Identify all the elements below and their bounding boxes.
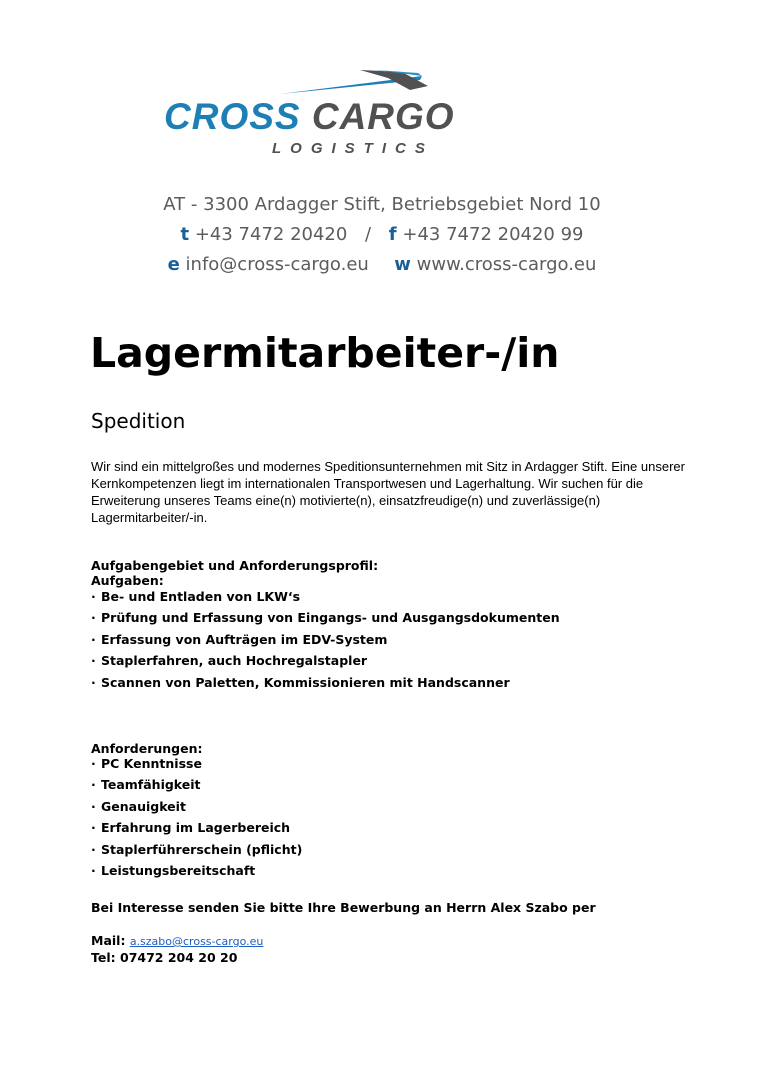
- task-text: Prüfung und Erfassung von Eingangs- und Ausgangsdokumenten: [101, 610, 560, 626]
- requirement-text: Staplerführerschein (pflicht): [101, 841, 303, 857]
- task-text: Erfassung von Aufträgen im EDV-System: [101, 631, 388, 647]
- task-text: Staplerfahren, auch Hochregalstapler: [101, 653, 368, 669]
- company-address: AT - 3300 Ardagger Stift, Betriebsgebiet Nord 10: [163, 194, 601, 215]
- fax-label: f: [388, 224, 397, 245]
- tasks-list: [91, 586, 560, 693]
- bullet: ·: [91, 798, 96, 814]
- list-item: [91, 629, 560, 650]
- bullet: ·: [91, 653, 96, 669]
- job-title: Lagermitarbeiter-/in: [90, 329, 560, 377]
- section-heading-profile: Aufgabengebiet und Anforderungsprofil:: [91, 558, 379, 573]
- list-item: [91, 586, 560, 607]
- intro-paragraph: Wir sind ein mittelgroßes und modernes Speditionsunternehmen mit Sitz in Ardagger Stift. Eine unserer Kernkompetenzen liegt im internationalen Transportwesen und Lagerhaltung. Wir suchen für die Erweiterung unseres Teams eine(n) motivierte(n), einsatzfreudige(n) und zuverlässige(n) Lagermitarbeiter/-in.: [91, 459, 685, 525]
- list-item: [91, 753, 302, 774]
- list-item: [91, 860, 302, 881]
- company-website: www.cross-cargo.eu: [416, 254, 597, 275]
- bullet: ·: [91, 589, 96, 604]
- task-text: Scannen von Paletten, Kommissionieren mit Handscanner: [101, 674, 510, 690]
- bullet: ·: [91, 820, 96, 836]
- job-subtitle: Spedition: [91, 409, 186, 433]
- phone-fax-line: [0, 224, 764, 245]
- section-heading-tasks: Aufgaben:: [91, 573, 164, 588]
- list-item: [91, 607, 560, 628]
- web-label: w: [394, 254, 411, 275]
- bullet: ·: [91, 862, 96, 878]
- task-text: Be- und Entladen von LKW‘s: [101, 589, 301, 604]
- application-instruction: Bei Interesse senden Sie bitte Ihre Bewerbung an Herrn Alex Szabo per: [91, 900, 596, 915]
- requirement-text: Leistungsbereitschaft: [101, 862, 256, 878]
- requirement-text: Erfahrung im Lagerbereich: [101, 820, 291, 836]
- bullet: ·: [91, 631, 96, 647]
- requirements-list: [91, 753, 302, 881]
- tel-label: Tel:: [91, 950, 116, 965]
- mail-label: Mail:: [91, 933, 126, 948]
- logo-wordmark: [164, 98, 455, 135]
- contact-separator: /: [365, 224, 372, 245]
- email-label: e: [167, 254, 180, 275]
- requirement-text: Genauigkeit: [101, 798, 186, 814]
- bullet: ·: [91, 777, 96, 793]
- requirement-text: PC Kenntnisse: [101, 756, 202, 771]
- tel-line: [91, 950, 237, 965]
- email-web-line: [0, 254, 764, 275]
- list-item: [91, 774, 302, 795]
- bullet: ·: [91, 841, 96, 857]
- bullet: ·: [91, 756, 96, 771]
- mail-line: [91, 933, 263, 948]
- list-item: [91, 796, 302, 817]
- list-item: [91, 817, 302, 838]
- fax-number: +43 7472 20420 99: [402, 224, 584, 245]
- list-item: [91, 672, 560, 693]
- bullet: ·: [91, 674, 96, 690]
- logo-subtitle: LOGISTICS: [272, 140, 434, 157]
- logo-word-cargo: CARGO: [311, 96, 455, 137]
- list-item: [91, 839, 302, 860]
- phone-label: t: [180, 224, 190, 245]
- company-email: info@cross-cargo.eu: [185, 254, 369, 275]
- mail-link[interactable]: a.szabo@cross-cargo.eu: [129, 935, 264, 948]
- section-heading-requirements: Anforderungen:: [91, 741, 203, 756]
- requirement-text: Teamfähigkeit: [101, 777, 201, 793]
- logo-word-cross: CROSS: [164, 96, 301, 137]
- tel-number: 07472 204 20 20: [120, 950, 238, 965]
- bullet: ·: [91, 610, 96, 626]
- company-logo: [160, 64, 580, 164]
- list-item: [91, 650, 560, 671]
- phone-number: +43 7472 20420: [194, 224, 348, 245]
